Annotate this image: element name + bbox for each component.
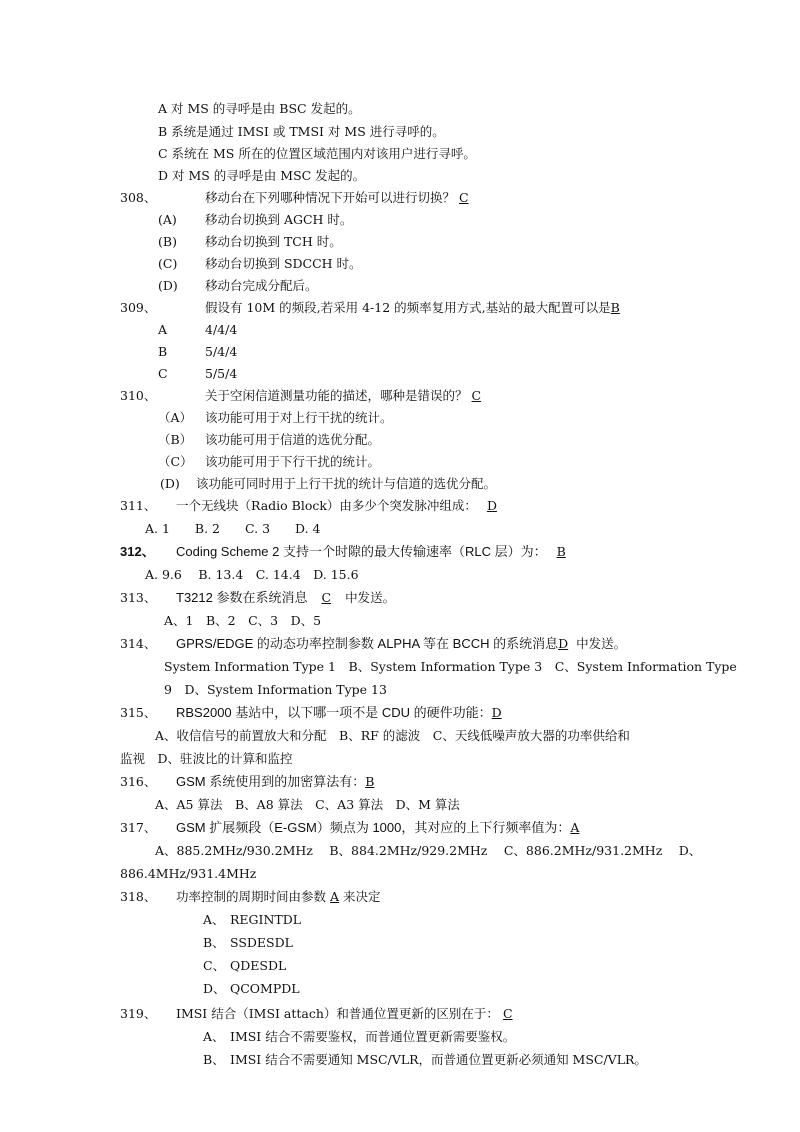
question-319-number: 319、 <box>120 1006 157 1021</box>
answer: B <box>556 544 566 559</box>
pre-option-d: D 对 MS 的寻呼是由 MSC 发起的。 <box>158 168 366 183</box>
question-316 <box>176 774 384 790</box>
option-text: 5/5/4 <box>205 366 238 381</box>
option-key: A、 <box>203 1029 225 1044</box>
question-314-options-cont: 9 D、System Information Type 13 <box>164 682 387 697</box>
question-312-options: A. 9.6 B. 13.4 C. 14.4 D. 15.6 <box>145 567 359 582</box>
option-text: QDESDL <box>230 958 287 973</box>
option-key: B、 <box>203 935 225 950</box>
answer: C <box>321 590 332 605</box>
question-309-number: 309、 <box>120 300 157 315</box>
question-310-number: 310、 <box>120 388 157 403</box>
question-315-number: 315、 <box>120 705 157 720</box>
answer: B <box>610 300 620 315</box>
option-text: 移动台切换到 AGCH 时。 <box>205 212 353 227</box>
option-key: (C) <box>158 256 178 271</box>
question-308-number: 308、 <box>120 190 157 205</box>
question-316-number: 316、 <box>120 774 157 789</box>
option-key: （B） <box>158 432 193 447</box>
question-318 <box>176 889 381 905</box>
question-317-options-cont: 886.4MHz/931.4MHz <box>120 866 257 881</box>
pre-option-c: C 系统在 MS 所在的位置区域范围内对该用户进行寻呼。 <box>158 146 476 161</box>
question-text: 功率控制的周期时间由参数 <box>176 889 327 904</box>
option-text: 5/4/4 <box>205 344 238 359</box>
option-key: D、 <box>203 981 226 996</box>
answer: D <box>558 636 569 651</box>
question-311 <box>176 498 507 514</box>
question-text: T3212 参数在系统消息 <box>176 590 308 605</box>
question-312 <box>176 544 576 560</box>
option-key: B、 <box>203 1052 225 1067</box>
question-text: GPRS/EDGE 的动态功率控制参数 ALPHA 等在 BCCH 的系统消息 <box>176 636 559 651</box>
option-text: 移动台切换到 SDCCH 时。 <box>205 256 362 271</box>
question-309 <box>205 300 620 316</box>
option-key: (B) <box>158 234 177 249</box>
question-313-options: A、1 B、2 C、3 D、5 <box>164 613 322 628</box>
question-317 <box>176 820 589 836</box>
question-311-options: A. 1 B. 2 C. 3 D. 4 <box>145 521 321 536</box>
option-key: (D) <box>160 476 180 491</box>
option-text: 该功能可用于对上行干扰的统计。 <box>205 410 393 425</box>
option-text: IMSI 结合不需要鉴权，而普通位置更新需要鉴权。 <box>230 1029 516 1044</box>
option-text: 该功能可同时用于上行干扰的统计与信道的选优分配。 <box>196 476 497 491</box>
question-316-options: A、A5 算法 B、A8 算法 C、A3 算法 D、M 算法 <box>155 797 460 812</box>
option-key: （A） <box>158 410 193 425</box>
answer: A <box>570 820 580 835</box>
question-315-options: A、收信信号的前置放大和分配 B、RF 的滤波 C、天线低噪声放大器的功率供给和 <box>155 728 630 743</box>
answer: C <box>502 1006 513 1021</box>
question-314-number: 314、 <box>120 636 157 651</box>
option-text: 移动台切换到 TCH 时。 <box>205 234 342 249</box>
option-text: QCOMPDL <box>230 981 300 996</box>
question-text: IMSI 结合（IMSI attach）和普通位置更新的区别在于： <box>176 1006 499 1021</box>
pre-option-a: A 对 MS 的寻呼是由 BSC 发起的。 <box>158 101 361 116</box>
question-314 <box>176 636 626 652</box>
question-312-number: 312、 <box>120 544 155 559</box>
option-text: 该功能可用于信道的选优分配。 <box>205 432 381 447</box>
option-key: (D) <box>158 278 178 293</box>
option-text: 该功能可用于下行干扰的统计。 <box>205 454 381 469</box>
question-313 <box>176 590 395 606</box>
question-text: 假设有 10M 的频段,若采用 4-12 的频率复用方式,基站的最大配置可以是 <box>205 300 611 315</box>
question-text: GSM 系统使用到的加密算法有： <box>176 774 366 789</box>
question-310 <box>205 388 485 404</box>
answer: D <box>486 498 497 513</box>
option-text: REGINTDL <box>230 912 302 927</box>
question-311-number: 311、 <box>120 498 157 513</box>
question-315-options-cont: 监视 D、驻波比的计算和监控 <box>120 751 293 766</box>
answer: D <box>491 705 502 720</box>
question-text: Coding Scheme 2 支持一个时隙的最大传输速率（RLC 层）为： <box>176 544 547 559</box>
option-key: C、 <box>203 958 226 973</box>
answer: A <box>330 889 340 904</box>
question-317-number: 317、 <box>120 820 157 835</box>
option-key: B <box>158 344 168 359</box>
answer: B <box>365 774 375 789</box>
question-318-number: 318、 <box>120 889 157 904</box>
question-317-options: A、885.2MHz/930.2MHz B、884.2MHz/929.2MHz C、886.2MHz/931.2MHz D、 <box>155 843 702 858</box>
question-text: RBS2000 基站中，以下哪一项不是 CDU 的硬件功能： <box>176 705 492 720</box>
question-text: 关于空闲信道测量功能的描述，哪种是错误的？ <box>205 388 468 403</box>
option-key: A、 <box>203 912 225 927</box>
question-319 <box>176 1006 517 1022</box>
option-key: (A) <box>158 212 177 227</box>
question-text-end: 中发送。 <box>576 636 627 651</box>
question-314-options: System Information Type 1 B、System Information Type 3 C、System Information Type <box>164 659 737 674</box>
question-text: 一个无线块（Radio Block）由多少个突发脉冲组成： <box>176 498 477 513</box>
question-313-number: 313、 <box>120 590 157 605</box>
option-text: 4/4/4 <box>205 322 238 337</box>
option-key: A <box>158 322 168 337</box>
option-key: C <box>158 366 168 381</box>
answer: C <box>459 190 469 205</box>
pre-option-b: B 系统是通过 IMSI 或 TMSI 对 MS 进行寻呼的。 <box>158 124 445 139</box>
option-text: IMSI 结合不需要通知 MSC/VLR，而普通位置更新必须通知 MSC/VLR。 <box>230 1052 647 1067</box>
question-text: 移动台在下列哪种情况下开始可以进行切换？ <box>205 190 456 205</box>
question-text-end: 中发送。 <box>345 590 396 605</box>
option-text: 移动台完成分配后。 <box>205 278 318 293</box>
question-text: GSM 扩展频段（E-GSM）频点为 1000，其对应的上下行频率值为： <box>176 820 571 835</box>
question-315 <box>176 705 512 721</box>
question-308 <box>205 190 473 206</box>
question-text-end: 来决定 <box>343 889 381 904</box>
option-text: SSDESDL <box>230 935 293 950</box>
option-key: （C） <box>158 454 193 469</box>
answer: C <box>471 388 482 403</box>
